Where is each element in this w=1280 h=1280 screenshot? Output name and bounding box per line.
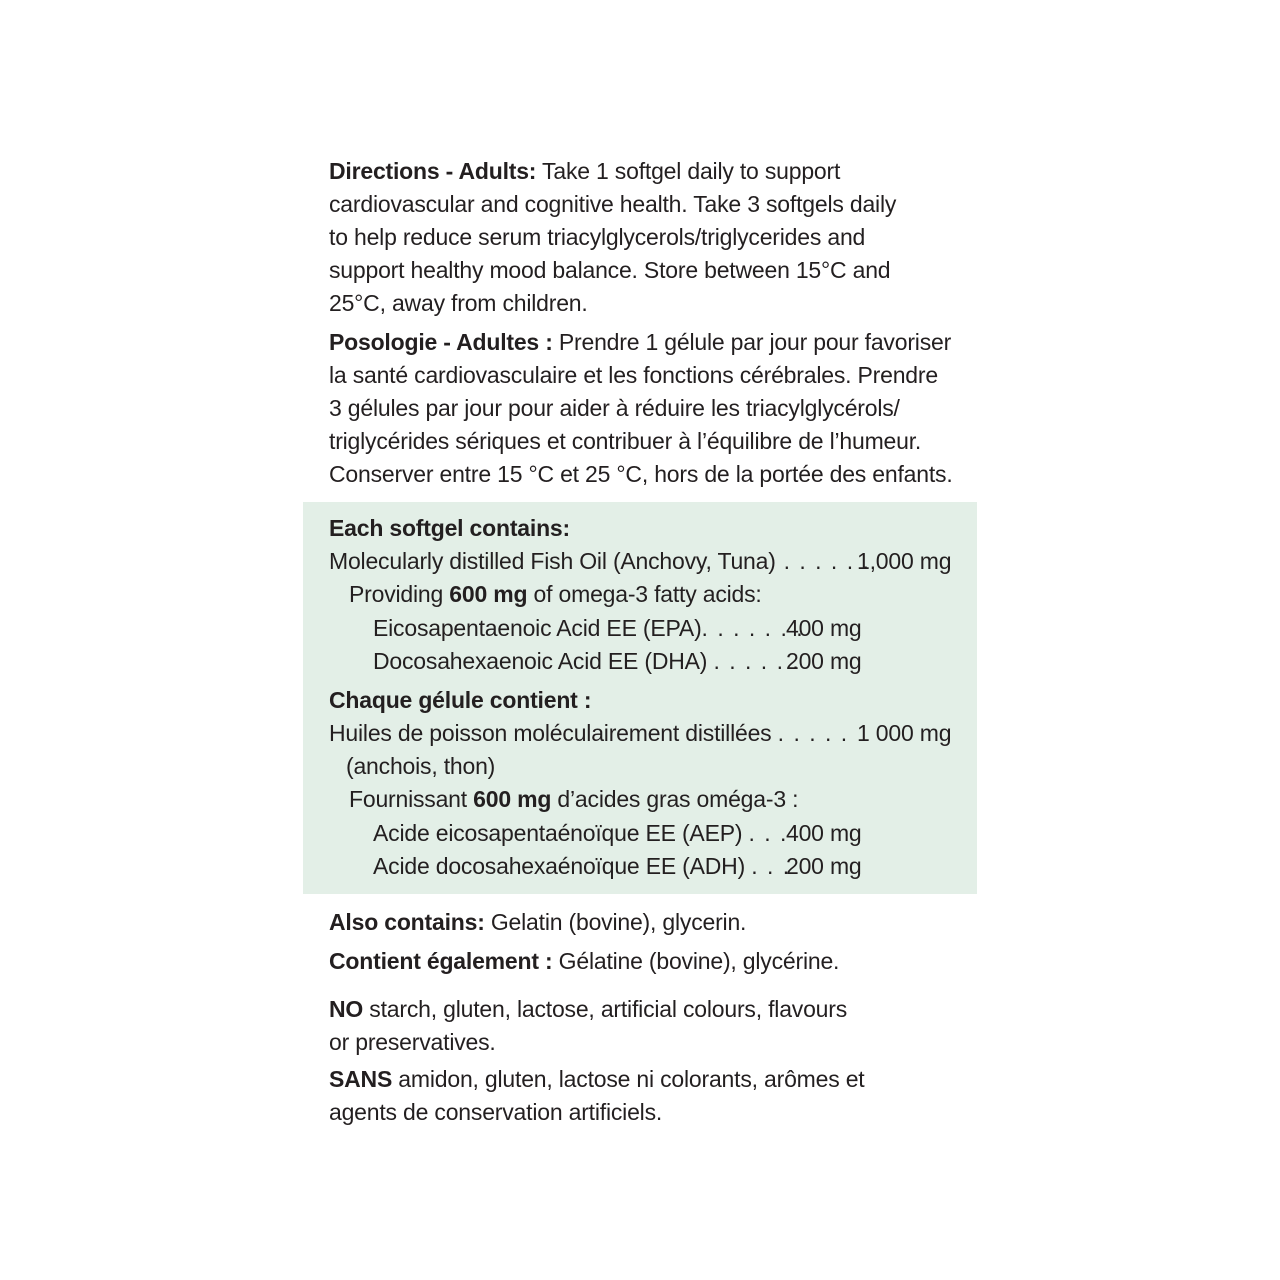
dha-label: Docosahexaenoic Acid EE (DHA): [373, 648, 714, 674]
fish-oil-label: Molecularly distilled Fish Oil (Anchovy, Tuna): [329, 548, 776, 574]
directions-english-heading: Directions - Adults:: [329, 158, 537, 184]
leader-dots: . . . . . .: [775, 548, 871, 574]
directions-french-heading: Posologie - Adultes :: [329, 329, 553, 355]
directions-french-line-3: 3 gélules par jour pour aider à réduire les triacylglycérols/: [329, 395, 900, 421]
free-from-french: SANS amidon, gluten, lactose ni colorants, arômes et agents de conservation artificiels.: [329, 1066, 865, 1125]
also-contains-english: Also contains: Gelatin (bovine), glycerin.: [329, 909, 747, 935]
also-contains-french: Contient également : Gélatine (bovine), glycérine.: [329, 948, 840, 974]
huiles-poisson-sources: (anchois, thon): [346, 753, 496, 779]
leader-dots: . . . . .: [777, 720, 849, 746]
contient-egalement-heading: Contient également :: [329, 948, 553, 974]
directions-english: [329, 155, 896, 320]
dha-amount: 200 mg: [786, 648, 862, 674]
huiles-poisson-label: Huiles de poisson moléculairement distillées: [329, 720, 778, 746]
epa-row: [373, 612, 804, 645]
free-from-english: NO starch, gluten, lactose, artificial colours, flavours or preservatives.: [329, 996, 848, 1055]
no-heading: NO: [329, 996, 364, 1022]
directions-french: [329, 326, 953, 491]
leader-dots: . . .: [748, 820, 788, 846]
directions-english-line-4: support healthy mood balance. Store between 15°C and: [329, 257, 891, 283]
aep-row: [373, 817, 788, 850]
directions-english-line-1: Directions - Adults: Take 1 softgel daily to support: [329, 158, 841, 184]
fish-oil-amount: 1,000 mg: [857, 548, 952, 574]
huiles-poisson-amount: 1 000 mg: [857, 720, 952, 746]
adh-amount: 200 mg: [786, 853, 862, 879]
aep-label: Acide eicosapentaénoïque EE (AEP): [373, 820, 749, 846]
directions-french-line-1: Posologie - Adultes : Prendre 1 gélule par jour pour favoriser: [329, 329, 952, 355]
fish-oil-row: [329, 545, 870, 578]
epa-label: Eicosapentaenoic Acid EE (EPA): [373, 615, 702, 641]
epa-amount: 400 mg: [786, 615, 862, 641]
directions-english-line-5: 25°C, away from children.: [329, 290, 588, 316]
dha-row: [373, 645, 800, 678]
providing-omega3-row: Providing 600 mg of omega-3 fatty acids:: [349, 581, 762, 607]
directions-french-line-2: la santé cardiovasculaire et les fonctions cérébrales. Prendre: [329, 362, 938, 388]
leader-dots: . . .: [751, 853, 791, 879]
ingredients-english-heading: Each softgel contains:: [329, 515, 570, 541]
directions-french-line-4: triglycérides sériques et contribuer à l’équilibre de l’humeur.: [329, 428, 922, 454]
sans-heading: SANS: [329, 1066, 393, 1092]
ingredients-french-heading: Chaque gélule contient :: [329, 687, 592, 713]
leader-dots: . . . . . . .: [701, 615, 805, 641]
directions-english-line-2: cardiovascular and cognitive health. Take 3 softgels daily: [329, 191, 897, 217]
omega3-amount-fr: 600 mg: [473, 786, 552, 812]
adh-label: Acide docosahexaénoïque EE (ADH): [373, 853, 752, 879]
directions-english-line-3: to help reduce serum triacylglycerols/triglycerides and: [329, 224, 866, 250]
aep-amount: 400 mg: [786, 820, 862, 846]
leader-dots: . . . . . .: [713, 648, 801, 674]
fournissant-omega3-row: Fournissant 600 mg d’acides gras oméga-3 :: [349, 786, 799, 812]
huiles-poisson-row: [329, 717, 849, 750]
adh-row: [373, 850, 791, 883]
also-contains-heading: Also contains:: [329, 909, 485, 935]
directions-french-line-5: Conserver entre 15 °C et 25 °C, hors de la portée des enfants.: [329, 461, 953, 487]
omega3-amount: 600 mg: [449, 581, 528, 607]
